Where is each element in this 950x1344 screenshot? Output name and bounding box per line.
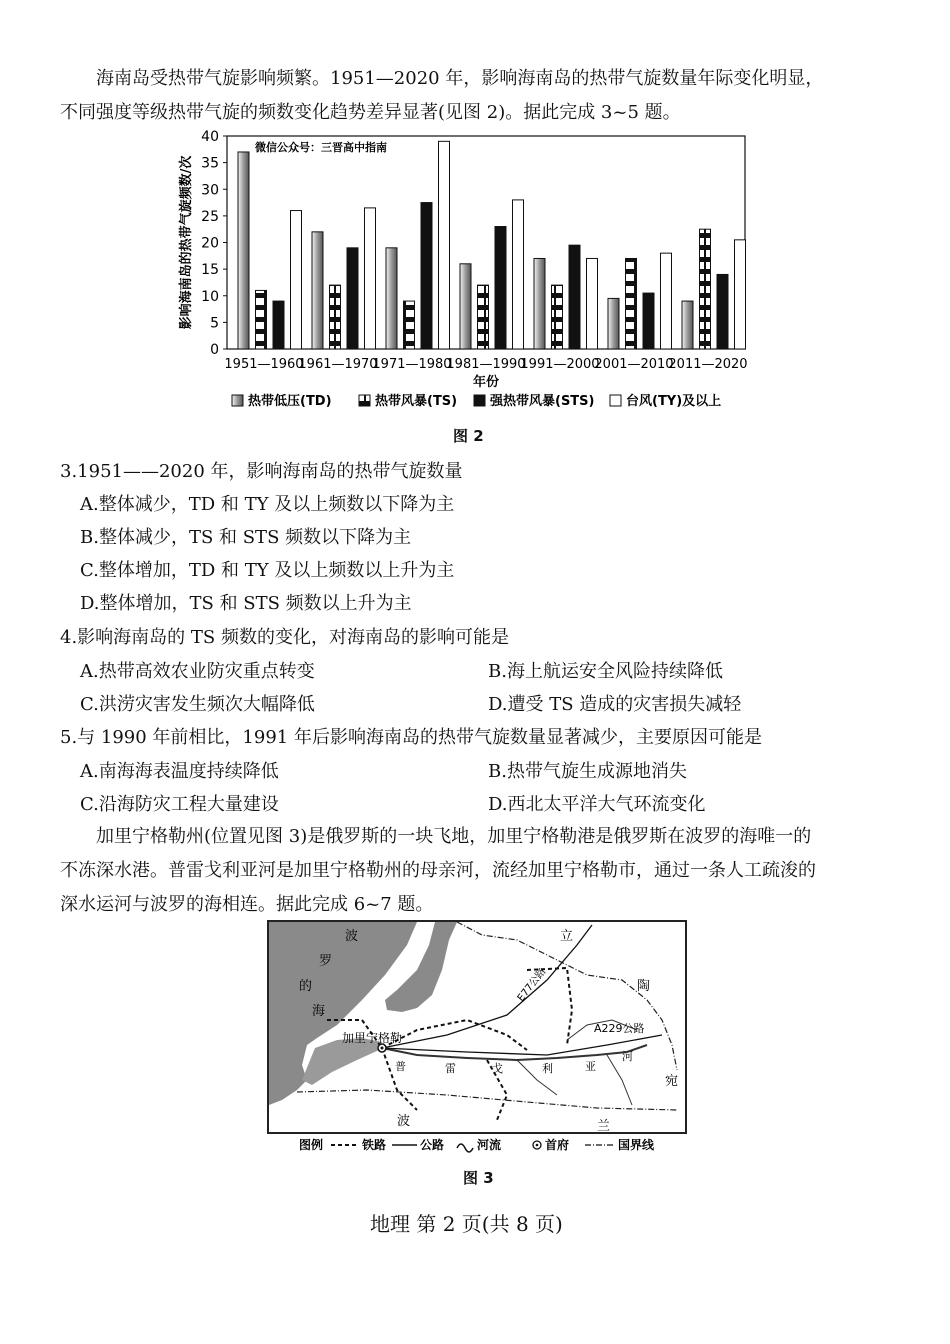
question-4-option-a: A.热带高效农业防灾重点转变 (80, 661, 315, 682)
bar-td-3 (460, 264, 471, 349)
question-5-option-c: C.沿海防灾工程大量建设 (80, 794, 279, 815)
y-tick-label-10: 10 (201, 288, 219, 305)
bar-td-1 (312, 232, 323, 349)
legend-swatch-td (232, 395, 243, 406)
y-axis-label: 影响海南岛的热带气旋频数/次 (179, 155, 194, 330)
bar-td-6 (682, 301, 693, 349)
x-tick-label-5: 2001—2010 (594, 357, 674, 372)
tropical-cyclone-bar-chart (170, 125, 780, 420)
river-char-2: 雷 (445, 1062, 456, 1075)
question-3-option-a: A.整体减少，TD 和 TY 及以上频数以下降为主 (80, 494, 455, 515)
intro1-line2: 不同强度等级热带气旋的频数变化趋势差异显著(见图 2)。据此完成 3~5 题。 (60, 102, 681, 123)
bar-ts-1 (330, 285, 341, 349)
y-tick-label-40: 40 (201, 129, 219, 145)
kaliningrad-map (267, 920, 687, 1156)
intro2-line1: 加里宁格勒州(位置见图 3)是俄罗斯的一块飞地，加里宁格勒港是俄罗斯在波罗的海唯一的 (96, 826, 812, 847)
intro2-line3: 深水运河与波罗的海相连。据此完成 6~7 题。 (60, 894, 434, 915)
question-5-option-d: D.西北太平洋大气环流变化 (488, 794, 706, 815)
bar-ty-5 (661, 253, 672, 349)
question-3-option-c: C.整体增加，TD 和 TY 及以上频数以上升为主 (80, 560, 455, 581)
x-tick-label-3: 1981—1990 (446, 357, 526, 372)
x-tick-label-6: 2011—2020 (668, 357, 748, 372)
map-label-sea-2: 罗 (319, 954, 333, 969)
bar-td-0 (238, 152, 249, 349)
river-char-3: 戈 (492, 1062, 503, 1075)
legend-capital-label: 首府 (545, 1138, 570, 1152)
question-5-option-a: A.南海海表温度持续降低 (80, 761, 279, 782)
intro1-line1: 海南岛受热带气旋影响频繁。1951—2020 年，影响海南岛的热带气旋数量年际变化明显， (96, 68, 824, 89)
figure-3-caption: 图 3 (463, 1169, 494, 1187)
bar-td-5 (608, 298, 619, 349)
legend-rail-label: 铁路 (362, 1138, 387, 1152)
map-label-city: 加里宁格勒 (342, 1031, 403, 1045)
legend-swatch-ts (359, 395, 370, 406)
legend-border-label: 国界线 (618, 1138, 655, 1152)
bar-ts-4 (552, 285, 563, 349)
x-tick-label-4: 1991—2000 (520, 357, 600, 372)
legend-label-ty: 台风(TY)及以上 (626, 394, 722, 409)
bar-ty-6 (735, 240, 746, 349)
legend-capital-dot (536, 1144, 539, 1147)
question-4-option-c: C.洪涝灾害发生频次大幅降低 (80, 694, 315, 715)
figure-2-caption: 图 2 (453, 427, 484, 445)
map-label-sea-1: 波 (345, 929, 359, 944)
bar-ty-2 (439, 141, 450, 349)
bar-sts-2 (421, 203, 432, 349)
legend-river-label: 河流 (477, 1138, 502, 1152)
question-3-stem: 3.1951——2020 年，影响海南岛的热带气旋数量 (60, 461, 463, 482)
x-axis-label: 年份 (472, 375, 500, 390)
map-legend (299, 1137, 655, 1152)
bar-ts-0 (256, 290, 267, 349)
x-tick-label-1: 1961—1970 (298, 357, 378, 372)
question-5-option-b: B.热带气旋生成源地消失 (488, 761, 687, 782)
x-tick-label-2: 1971—1980 (372, 357, 452, 372)
legend-swatch-sts (474, 395, 485, 406)
y-tick-label-35: 35 (201, 155, 219, 172)
bar-sts-3 (495, 227, 506, 349)
map-label-sea-3: 的 (299, 979, 313, 994)
river-char-6: 河 (622, 1050, 633, 1063)
bar-ty-3 (513, 200, 524, 349)
river-char-5: 亚 (585, 1060, 596, 1073)
river-char-1: 普 (395, 1060, 406, 1073)
bar-ty-0 (291, 211, 302, 349)
chart-watermark: 微信公众号：三晋高中指南 (255, 141, 387, 154)
bar-sts-0 (273, 301, 284, 349)
bar-ty-1 (365, 208, 376, 349)
river-char-4: 利 (542, 1062, 553, 1075)
legend-label-ts: 热带风暴(TS) (375, 394, 458, 409)
legend-road-label: 公路 (420, 1138, 445, 1152)
bar-ts-5 (626, 258, 637, 349)
bar-sts-5 (643, 293, 654, 349)
bar-sts-6 (717, 274, 728, 349)
y-tick-label-20: 20 (201, 235, 219, 252)
map-label-lithuania-3: 宛 (665, 1074, 679, 1089)
intro2-line2: 不冻深水港。普雷戈利亚河是加里宁格勒州的母亲河，流经加里宁格勒市，通过一条人工疏浚的 (60, 860, 816, 881)
bar-ts-3 (478, 285, 489, 349)
map-label-sea-4: 海 (312, 1004, 326, 1019)
map-label-poland-2: 兰 (597, 1119, 611, 1134)
map-label-lithuania-1: 立 (560, 929, 574, 944)
y-tick-label-25: 25 (201, 208, 219, 225)
legend-label-td: 热带低压(TD) (248, 394, 332, 409)
map-label-lithuania-2: 陶 (637, 979, 651, 994)
bar-sts-4 (569, 245, 580, 349)
y-tick-label-5: 5 (210, 315, 219, 332)
y-tick-label-0: 0 (210, 342, 219, 358)
x-tick-label-0: 1951—1960 (224, 357, 304, 372)
question-4-option-d: D.遭受 TS 造成的灾害损失减轻 (488, 694, 742, 715)
capital-marker-dot (381, 1047, 384, 1050)
question-3-option-d: D.整体增加，TS 和 STS 频数以上升为主 (80, 593, 412, 614)
bar-td-4 (534, 258, 545, 349)
legend-river-symbol (457, 1144, 473, 1152)
question-5-stem: 5.与 1990 年前相比，1991 年后影响海南岛的热带气旋数量显著减少，主要原因可能是 (60, 727, 762, 748)
bar-ty-4 (587, 258, 598, 349)
legend-title: 图例 (299, 1138, 324, 1152)
bar-td-2 (386, 248, 397, 349)
map-label-poland-1: 波 (397, 1114, 411, 1129)
question-3-option-b: B.整体减少，TS 和 STS 频数以下降为主 (80, 527, 412, 548)
bar-sts-1 (347, 248, 358, 349)
legend-label-sts: 强热带风暴(STS) (490, 394, 595, 409)
legend-swatch-ty (610, 395, 621, 406)
question-4-stem: 4.影响海南岛的 TS 频数的变化，对海南岛的影响可能是 (60, 627, 509, 648)
bar-ts-2 (404, 301, 415, 349)
question-4-option-b: B.海上航运安全风险持续降低 (488, 661, 723, 682)
bar-ts-6 (700, 229, 711, 349)
y-tick-label-15: 15 (201, 262, 219, 279)
map-label-e77: E77公路 (515, 966, 549, 1004)
map-label-a229: A229公路 (594, 1022, 645, 1035)
page-footer: 地理 第 2 页(共 8 页) (370, 1212, 563, 1236)
y-tick-label-30: 30 (201, 182, 219, 199)
